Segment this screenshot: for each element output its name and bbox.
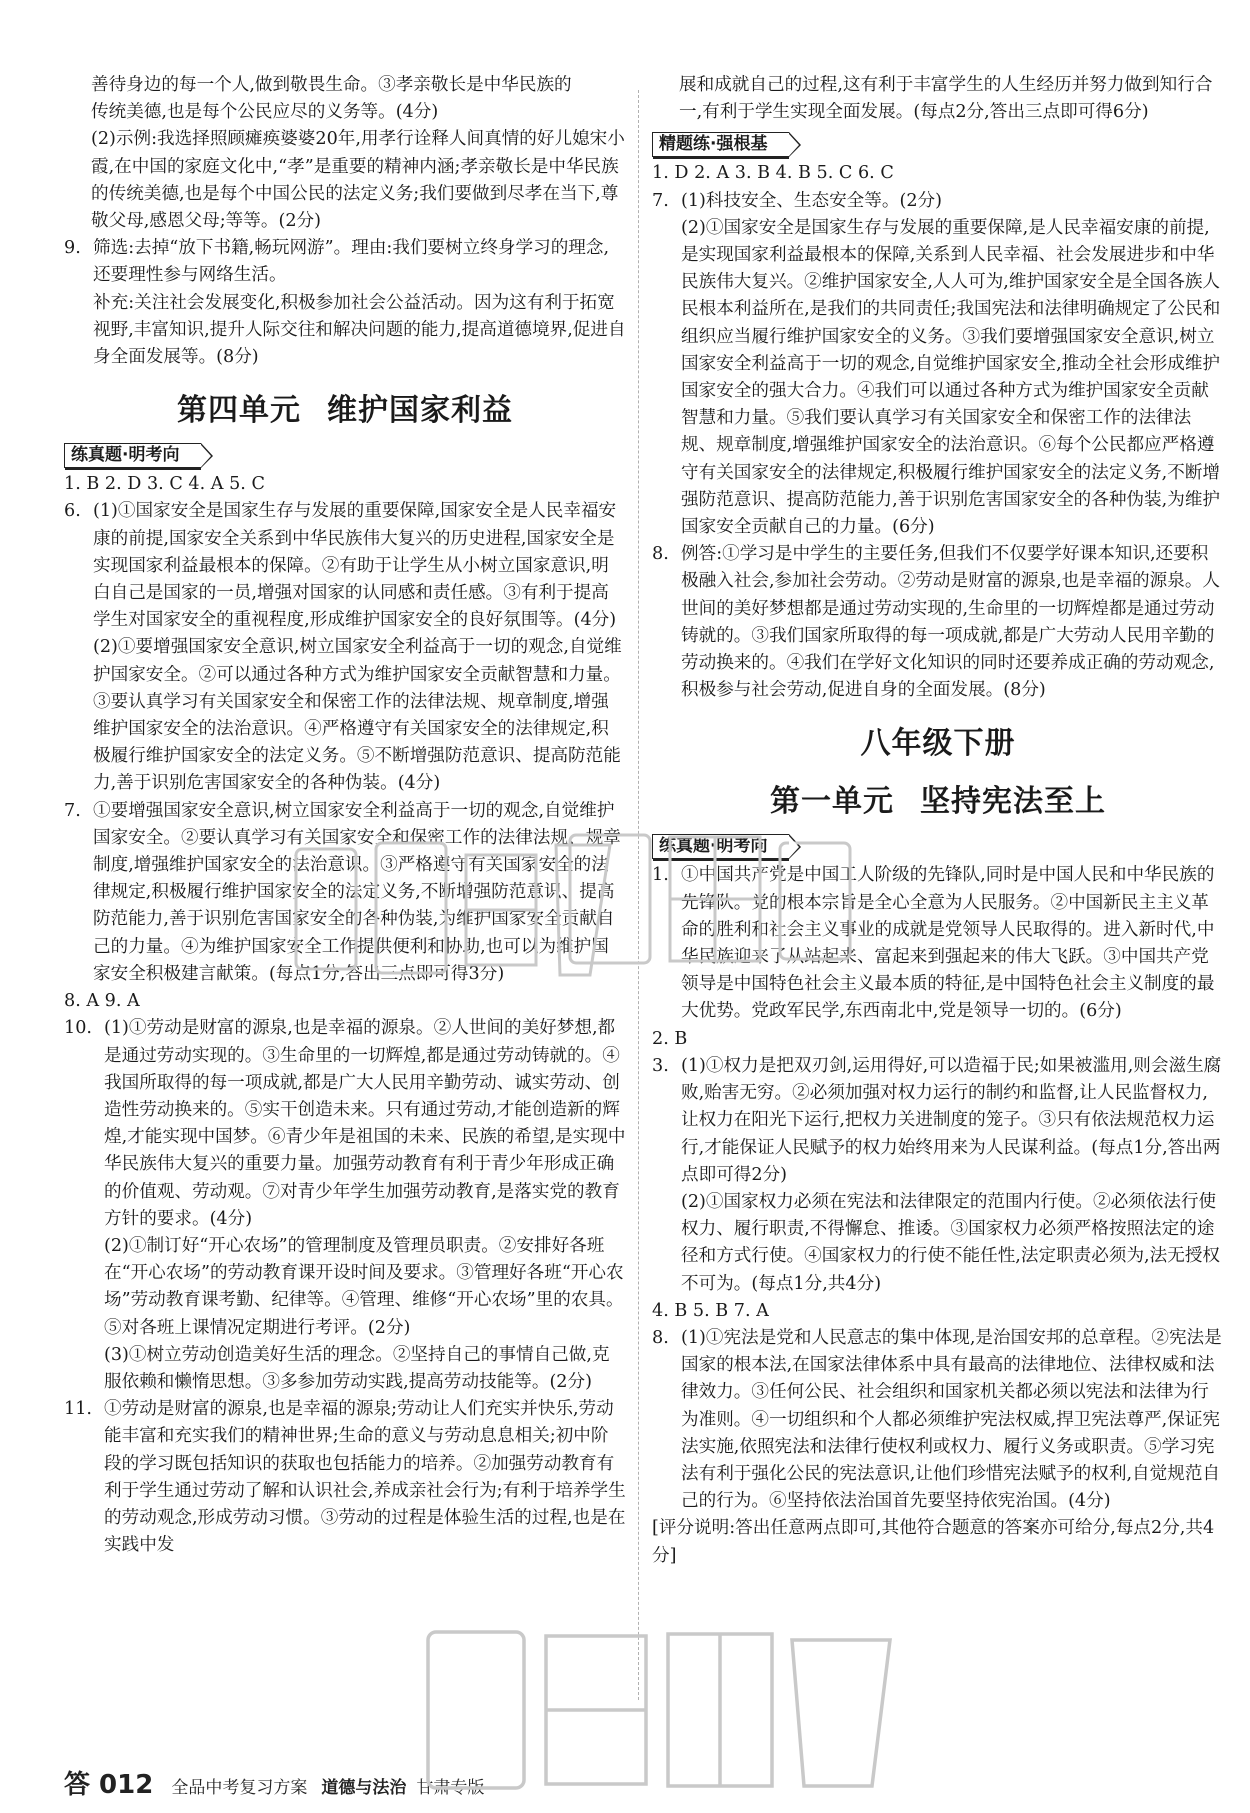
answer-11 — [64, 1396, 626, 1559]
answer-8-right-2 — [652, 1325, 1224, 1515]
unit-4-number: 第四单元 — [177, 393, 301, 429]
answer-7-part-1: (1)科技安全、生态安全等。(2分) — [681, 190, 942, 211]
mc-answers-4-7: 4. B 5. B 7. A — [652, 1300, 769, 1321]
subject-name: 道德与法治 — [321, 1778, 407, 1798]
grade-title: 八年级下册 — [860, 726, 1016, 762]
answer-10-part-2: (2)①制订好“开心农场”的管理制度及管理员职责。②安排好各班在“开心农场”的劳动教育课开设时间及要求。③管理好各班“开心农场”劳动教育课考勤、纪律等。④管理、维修“开心农场”里的农具。⑤对各班上课情况定期进行考评。(2分) — [104, 1235, 624, 1338]
answer-6-part-2: (2)①要增强国家安全意识,树立国家安全利益高于一切的观念,自觉维护国家安全。②可以通过各种方式为维护国家安全贡献智慧和力量。③要认真学习有关国家安全和保密工作的法律法规、规章制度,增强维护国家安全的法治意识。④严格遵守有关国家安全的法律规定,积极履行维护国家安全的法定义务。⑤不断增强防范意识、提高防范能力,善于识别危害国家安全的各种伪装。(4分) — [93, 637, 622, 794]
answer-number: 10. — [64, 1018, 92, 1039]
answer-9 — [64, 235, 626, 371]
answer-number: 1. — [652, 865, 669, 886]
mc-answers-1-6: 1. D 2. A 3. B 4. B 5. C 6. C — [652, 163, 894, 184]
answer-8-part-2: (2)示例:我选择照顾瘫痪婆婆20年,用孝行诠释人间真情的好儿媳宋小霞,在中国的家庭文化中,“孝”是重要的精神内涵;孝亲敬长是中华民族的传统美德,也是每个中国公民的法定义务;我们要做到尽孝在当下,尊敬父母,感恩父母;等等。(2分) — [91, 129, 625, 232]
mc-answer-2: 2. B — [652, 1028, 688, 1049]
answer-number: 8. — [652, 544, 669, 565]
answer-10-part-1: (1)①劳动是财富的源泉,也是幸福的源泉。②人世间的美好梦想,都是通过劳动实现的。③生命里的一切辉煌,都是通过劳动铸就的。④我国所取得的每一项成就,都是广大人民用辛勤劳动、诚实劳动、创造性劳动换来的。⑤实干创造未来。只有通过劳动,才能创造新的辉煌,才能实现中国梦。⑥青少年是祖国的未来、民族的希望,是实现中华民族伟大复兴的重要力量。加强劳动教育有利于青少年形成正确的价值观、劳动观。⑦对青少年学生加强劳动教育,是落实党的教育方针的要求。(4分) — [104, 1018, 626, 1229]
answer-10 — [64, 1015, 626, 1396]
answer-8-part-1: (1)①宪法是党和人民意志的集中体现,是治国安邦的总章程。②宪法是国家的根本法,在国家法律体系中具有最高的法律地位、法律权威和法律效力。③任何公民、社会组织和国家机关都必须以宪法和法律为行为准则。④一切组织和个人都必须维护宪法权威,捍卫宪法尊严,保证宪法实施,依照宪法和法律行使权利或权力、履行义务或职责。⑤学习宪法有利于强化公民的宪法意识,让他们珍惜宪法赋予的权利,自觉规范自己的行为。⑥坚持依法治国首先要坚持依宪治国。(4分) — [681, 1327, 1222, 1512]
answer-number: 3. — [652, 1055, 669, 1076]
section-tag-zhenti-right: 练真题·明考向 — [652, 834, 789, 859]
mc-answers-1-5: 1. B 2. D 3. C 4. A 5. C — [64, 474, 265, 495]
answer-number: 11. — [64, 1399, 92, 1420]
left-column — [64, 72, 626, 1559]
answer-7-part-2: (2)①国家安全是国家生存与发展的重要保障,是人民幸福安康的前提,是实现国家利益最根本的保障,关系到人民幸福、社会发展进步和中华民族伟大复兴。②维护国家安全,人人可为,维护国家安全是全国各族人民根本利益所在,是我们的共同责任;我国宪法和法律明确规定了公民和组织应当履行维护国家安全的义务。③我们要增强国家安全意识,树立国家安全利益高于一切的观念,自觉维护国家安全,推动全社会形成维护国家安全的强大合力。④我们可以通过各种方式为维护国家安全贡献智慧和力量。⑤我们要认真学习有关国家安全和保密工作的法律法规、规章制度,增强维护国家安全的法治意识。⑥每个公民都应严格遵守有关国家安全的法律规定,积极履行维护国家安全的法定义务,不断增强防范意识、提高防范能力,善于识别危害国家安全的各种伪装,为维护国家安全贡献自己的力量。(6分) — [681, 217, 1221, 538]
continued-answer: 展和成就自己的过程,这有利于丰富学生的人生经历并努力做到知行合一,有利于学生实现全面发展。(每点2分,答出三点即可得6分) — [679, 75, 1213, 123]
answer-8-text: 例答:①学习是中学生的主要任务,但我们不仅要学好课本知识,还要积极融入社会,参加社会劳动。②劳动是财富的源泉,也是幸福的源泉。人世间的美好梦想都是通过劳动实现的,生命里的一切辉煌都是通过劳动铸就的。③我们国家所取得的每一项成就,都是广大劳动人民用辛勤的劳动换来的。④我们在学好文化知识的同时还要养成正确的劳动观念,积极参与社会劳动,促进自身的全面发展。(8分) — [681, 544, 1221, 701]
series-name: 全品中考复习方案 — [171, 1778, 308, 1798]
answer-10-part-3: (3)①树立劳动创造美好生活的理念。②坚持自己的事情自己做,克服依赖和懒惰思想。③多参加劳动实践,提高劳动技能等。(2分) — [104, 1344, 610, 1392]
section-tag-zhenti: 练真题·明考向 — [64, 443, 201, 468]
answer-3-part-2: (2)①国家权力必须在宪法和法律限定的范围内行使。②必须依法行使权力、履行职责,不得懈怠、推诿。③国家权力必须严格按照法定的途径和方式行使。④国家权力的行使不能任性,法定职责必须为,法无授权不可为。(每点1分,共4分) — [681, 1191, 1221, 1294]
answer-3-part-1: (1)①权力是把双刃剑,运用得好,可以造福于民;如果被滥用,则会滋生腐败,贻害无穷。②必须加强对权力运行的制约和监督,让人民监督权力,让权力在阳光下运行,把权力关进制度的笼子。③只有依法规范权力运行,才能保证人民赋予的权力始终用来为人民谋利益。(每点1分,答出两点即可得2分) — [681, 1055, 1222, 1185]
right-column — [652, 72, 1224, 1570]
answer-6 — [64, 498, 626, 797]
scoring-note: [评分说明:答出任意两点即可,其他符合题意的答案亦可给分,每点2分,共4分] — [652, 1518, 1215, 1566]
unit-1-title — [652, 776, 1224, 820]
mc-answers-8-9: 8. A 9. A — [64, 991, 140, 1012]
answer-number: 7. — [64, 800, 81, 821]
answer-number: 6. — [64, 501, 81, 522]
page-number: 答 012 — [64, 1770, 154, 1800]
answer-6-part-1: (1)①国家安全是国家生存与发展的重要保障,国家安全是人民幸福安康的前提,国家安全关系到中华民族伟大复兴的历史进程,国家安全是实现国家利益最根本的保障。②有助于让学生从小树立国家意识,明白自己是国家的一员,增强对国家的认同感和责任感。③有利于提高学生对国家安全的重视程度,形成维护国家安全的良好氛围等。(4分) — [93, 501, 617, 631]
unit-1-name: 坚持宪法至上 — [920, 784, 1106, 820]
answer-3-right — [652, 1053, 1224, 1298]
page-footer — [64, 1764, 484, 1801]
column-divider — [638, 90, 639, 1700]
unit-4-title — [64, 385, 626, 429]
answer-9-filter: 筛选:去掉“放下书籍,畅玩网游”。理由:我们要树立终身学习的理念,还要理性参与网络生活。 — [93, 238, 610, 286]
answer-7-right — [652, 188, 1224, 542]
answer-1-text: ①中国共产党是中国工人阶级的先锋队,同时是中国人民和中华民族的先锋队。党的根本宗旨是全心全意为人民服务。②中国新民主主义革命的胜利和社会主义事业的成就是党领导人民取得的。进入新时代,中华民族迎来了从站起来、富起来到强起来的伟大飞跃。③中国共产党领导是中国特色社会主义最本质的特征,是中国特色社会主义制度的最大优势。党政军民学,东西南北中,党是领导一切的。(6分) — [681, 865, 1215, 1022]
answer-7 — [64, 798, 626, 988]
section-tag-jingti: 精题练·强根基 — [652, 132, 789, 157]
answer-1-right — [652, 862, 1224, 1025]
answer-11-text: ①劳动是财富的源泉,也是幸福的源泉;劳动让人们充实并快乐,劳动能丰富和充实我们的精神世界;生命的意义与劳动息息相关;初中阶段的学习既包括知识的获取也包括能力的培养。②加强劳动教育有利于学生通过劳动了解和认识社会,养成亲社会行为;有利于培养学生的劳动观念,形成劳动习惯。③劳动的过程是体验生活的过程,也是在实践中发 — [104, 1399, 626, 1556]
answer-9-supplement: 补充:关注社会发展变化,积极参加社会公益活动。因为这有利于拓宽视野,丰富知识,提升人际交往和解决问题的能力,提高道德境界,促进自身全面发展等。(8分) — [93, 292, 626, 368]
answer-8-right — [652, 541, 1224, 704]
answer-number: 8. — [652, 1327, 669, 1348]
left-line-1: 善待身边的每一个人,做到敬畏生命。③孝亲敬长是中华民族的 — [91, 75, 572, 95]
answer-number: 9. — [64, 238, 81, 259]
unit-4-name: 维护国家利益 — [327, 393, 513, 429]
unit-1-number: 第一单元 — [770, 784, 894, 820]
answer-number: 7. — [652, 190, 669, 211]
left-line-2: 传统美德,也是每个公民应尽的义务等。(4分) — [91, 102, 439, 123]
answer-7-text: ①要增强国家安全意识,树立国家安全利益高于一切的观念,自觉维护国家安全。②要认真学习有关国家安全和保密工作的法律法规、规章制度,增强维护国家安全的法治意识。③严格遵守有关国家安全的法律规定,积极履行维护国家安全的法定义务,不断增强防范意识、提高防范能力,善于识别危害国家安全的各种伪装,为维护国家安全贡献自己的力量。④为维护国家安全工作提供便利和协助,也可以为维护国家安全积极建言献策。(每点1分,答出三点即可得3分) — [93, 800, 621, 984]
edition-name: 甘肃专版 — [416, 1778, 485, 1798]
watermark-mark-bottom — [420, 1620, 900, 1800]
